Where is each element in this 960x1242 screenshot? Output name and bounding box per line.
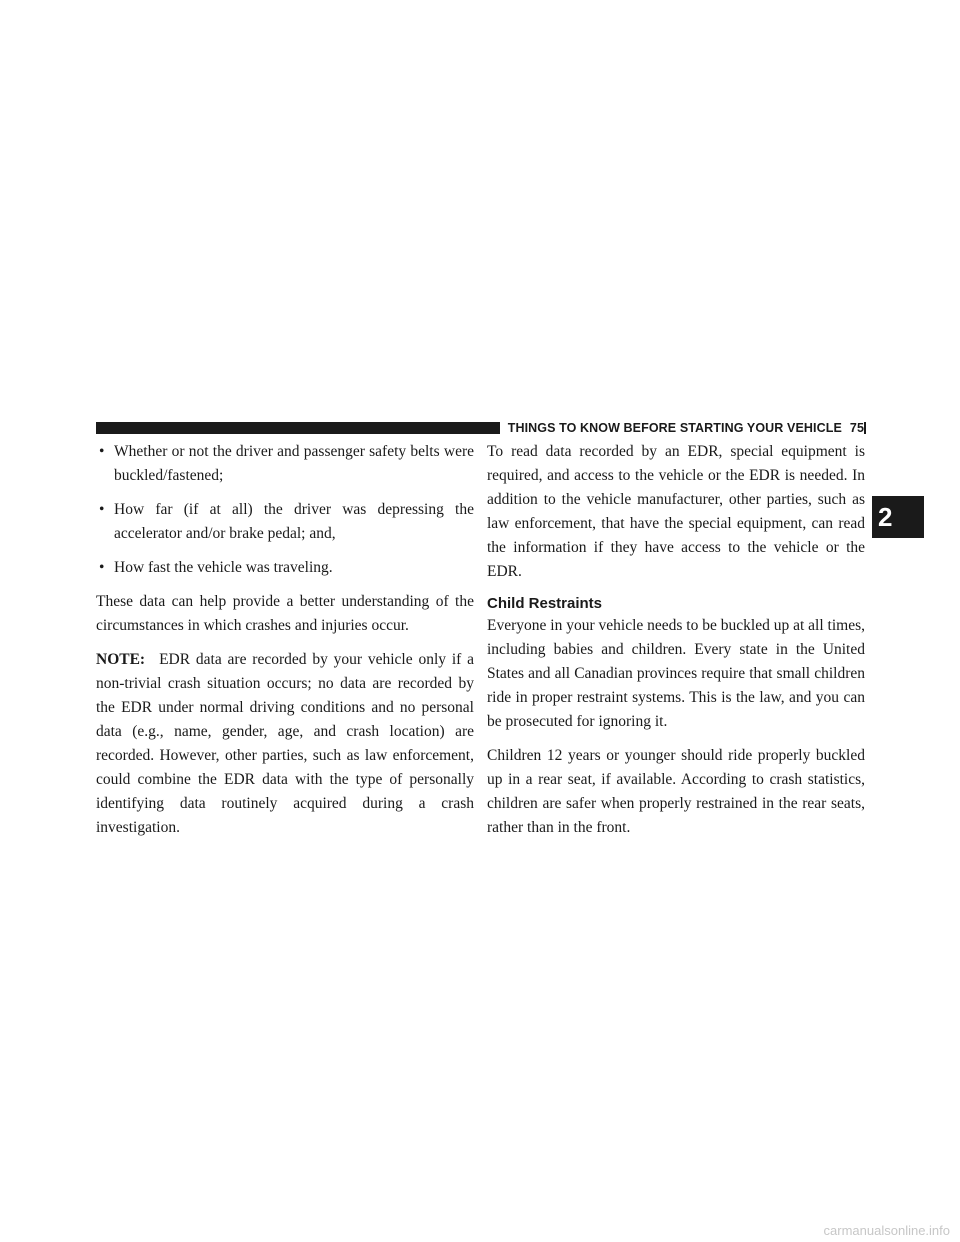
list-item: • How far (if at all) the driver was depressing the accelerator and/or brake pedal; and, [96, 498, 474, 546]
list-item: • How fast the vehicle was traveling. [96, 556, 474, 580]
body-paragraph: To read data recorded by an EDR, special equipment is required, and access to the vehicle or the EDR is needed. In addition to the vehicle manufacturer, other parties, such as law enforcement, that have the special equipment, can read the information if they have access to the vehicle or the EDR. [487, 443, 865, 580]
chapter-tab: 2 [872, 496, 924, 538]
note-text: EDR data are recorded by your vehicle only if a non-trivial crash situation occurs; no data are recorded by the EDR under normal driving conditions and no personal data (e.g., name, gender, age, and crash location) are recorded. However, other parties, such as law enforcement, could combine the EDR data with the type of personally identifying data routinely acquired during a crash investigation. [96, 651, 474, 836]
running-header [500, 416, 864, 440]
bullet-list [96, 440, 474, 580]
body-paragraph: Everyone in your vehicle needs to be buckled up at all times, including babies and children. Every state in the United States and all Canadian provinces require that small children ride in proper restraint systems. This is the law, and you can be prosecuted for ignoring it. [487, 617, 865, 730]
left-column [96, 440, 474, 850]
note-paragraph [96, 648, 474, 840]
page-number: 75 [849, 421, 864, 435]
right-column [487, 440, 865, 850]
header-title: THINGS TO KNOW BEFORE STARTING YOUR VEHICLE [507, 421, 842, 435]
bullet-icon: • [99, 559, 105, 576]
list-item: • Whether or not the driver and passenger safety belts were buckled/fastened; [96, 440, 474, 488]
bullet-icon: • [99, 443, 105, 460]
bullet-icon: • [99, 501, 105, 518]
section-heading: Child Restraints [487, 595, 603, 612]
body-paragraph: These data can help provide a better understanding of the circumstances in which crashes and injuries occur. [96, 593, 474, 634]
body-paragraph: Children 12 years or younger should ride properly buckled up in a rear seat, if available. According to crash statistics, children are safer when properly restrained in the rear seats, rather than in the front. [487, 747, 865, 836]
note-label: NOTE: [96, 651, 146, 668]
watermark: carmanualsonline.info [823, 1223, 950, 1238]
